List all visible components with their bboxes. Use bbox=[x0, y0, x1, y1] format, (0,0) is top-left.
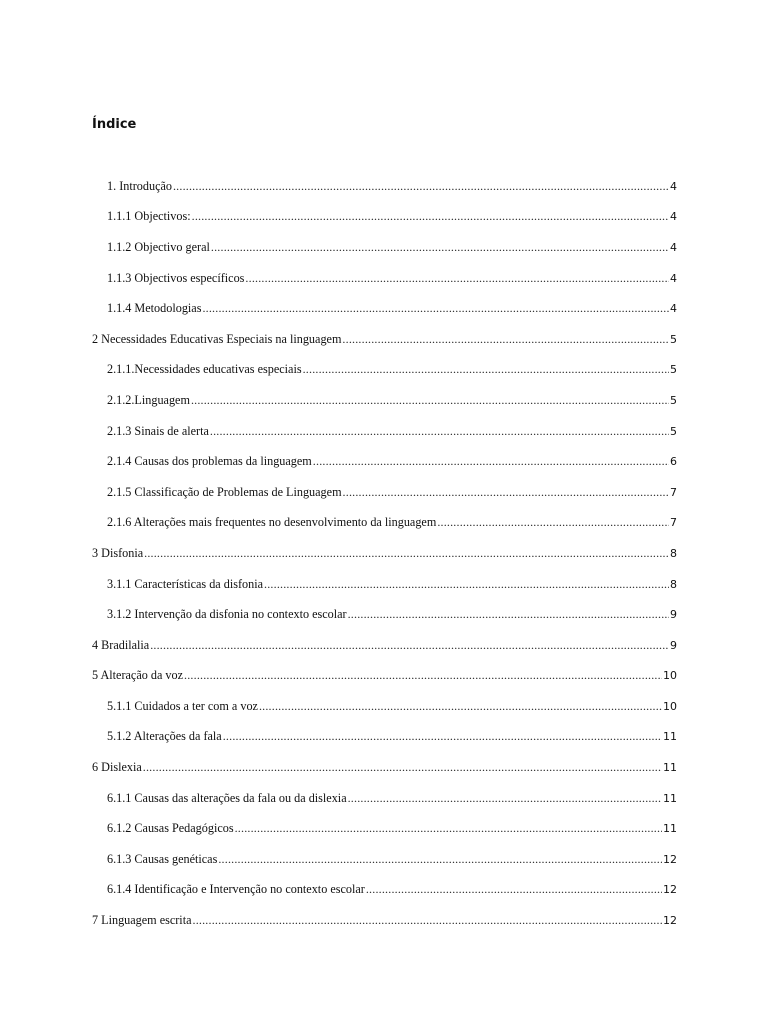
toc-page-number: 12 bbox=[663, 883, 677, 897]
toc-entry-title: 6.1.1 Causas das alterações da fala ou da dislexia bbox=[107, 790, 347, 805]
toc-entry-title: 1.1.2 Objectivo geral bbox=[107, 239, 210, 254]
toc-page-number: 11 bbox=[663, 761, 677, 775]
toc-dot-leader bbox=[366, 882, 662, 897]
toc-dot-leader bbox=[191, 393, 669, 408]
toc-entry[interactable] bbox=[0, 599, 677, 630]
toc-entry[interactable] bbox=[0, 232, 677, 263]
toc-page-number: 4 bbox=[670, 240, 677, 254]
toc-page-number: 4 bbox=[670, 210, 677, 224]
toc-page-number: 8 bbox=[670, 546, 677, 560]
toc-entry[interactable] bbox=[0, 538, 677, 569]
toc-entry[interactable] bbox=[0, 661, 677, 692]
toc-page-number: 7 bbox=[670, 485, 677, 499]
toc-dot-leader bbox=[235, 821, 662, 836]
toc-entry-title: 2.1.6 Alterações mais frequentes no desenvolvimento da linguagem bbox=[107, 515, 437, 530]
toc-dot-leader bbox=[144, 546, 669, 561]
toc-entry-title: 2.1.1.Necessidades educativas especiais bbox=[107, 362, 302, 377]
toc-dot-leader bbox=[184, 668, 662, 683]
toc-entry[interactable] bbox=[0, 324, 677, 355]
toc-entry[interactable] bbox=[0, 813, 677, 844]
toc-entry-title: 1.1.4 Metodologias bbox=[107, 301, 202, 316]
toc-entry-title: 2.1.4 Causas dos problemas da linguagem bbox=[107, 454, 312, 469]
toc-dot-leader bbox=[192, 209, 669, 224]
toc-page-number: 5 bbox=[670, 363, 677, 377]
toc-entry-title: 3.1.2 Intervenção da disfonia no contexto escolar bbox=[107, 607, 347, 622]
toc-entry-title: 2.1.3 Sinais de alerta bbox=[107, 423, 209, 438]
toc-entry[interactable] bbox=[0, 783, 677, 814]
toc-entry-title: 6 Dislexia bbox=[92, 760, 142, 775]
toc-dot-leader bbox=[342, 332, 669, 347]
toc-entry-title: 2 Necessidades Educativas Especiais na linguagem bbox=[92, 331, 342, 346]
toc-dot-leader bbox=[437, 515, 669, 530]
toc-entry[interactable] bbox=[0, 691, 677, 722]
toc-entry[interactable] bbox=[0, 508, 677, 539]
toc-page-number: 12 bbox=[663, 914, 677, 928]
toc-page-number: 11 bbox=[663, 791, 677, 805]
toc-page-number: 9 bbox=[670, 638, 677, 652]
toc-entry[interactable] bbox=[0, 355, 677, 386]
toc-entry-title: 3 Disfonia bbox=[92, 545, 144, 560]
toc-entry[interactable] bbox=[0, 844, 677, 875]
toc-entry-title: 1.1.1 Objectivos: bbox=[107, 209, 191, 224]
toc-dot-leader bbox=[348, 607, 669, 622]
toc-dot-leader bbox=[202, 301, 669, 316]
toc-entry[interactable] bbox=[0, 569, 677, 600]
toc-dot-leader bbox=[343, 485, 669, 500]
toc-entry-title: 4 Bradilalia bbox=[92, 637, 150, 652]
toc-entry[interactable] bbox=[0, 446, 677, 477]
toc-entry-title: 1.1.3 Objectivos específicos bbox=[107, 270, 245, 285]
toc-dot-leader bbox=[313, 454, 669, 469]
toc-entry[interactable] bbox=[0, 293, 677, 324]
toc-dot-leader bbox=[245, 271, 669, 286]
toc-page-number: 4 bbox=[670, 302, 677, 316]
toc-entry[interactable] bbox=[0, 171, 677, 202]
toc-page-number: 7 bbox=[670, 516, 677, 530]
toc-entry[interactable] bbox=[0, 752, 677, 783]
toc-title: Índice bbox=[92, 117, 137, 132]
toc-entry[interactable] bbox=[0, 385, 677, 416]
toc-dot-leader bbox=[211, 240, 669, 255]
toc-page-number: 10 bbox=[663, 699, 677, 713]
toc-dot-leader bbox=[259, 699, 662, 714]
toc-entry-title: 3.1.1 Características da disfonia bbox=[107, 576, 264, 591]
toc-page-number: 11 bbox=[663, 730, 677, 744]
toc-entry-title: 2.1.5 Classificação de Problemas de Linguagem bbox=[107, 484, 342, 499]
toc-entry-title: 6.1.4 Identificação e Intervenção no contexto escolar bbox=[107, 882, 365, 897]
toc-dot-leader bbox=[303, 362, 669, 377]
toc-dot-leader bbox=[218, 852, 662, 867]
toc-entry-title: 1. Introdução bbox=[107, 178, 172, 193]
toc-dot-leader bbox=[348, 791, 662, 806]
table-of-contents bbox=[0, 171, 768, 936]
toc-dot-leader bbox=[210, 424, 669, 439]
toc-entry[interactable] bbox=[0, 263, 677, 294]
toc-entry-title: 6.1.3 Causas genéticas bbox=[107, 851, 218, 866]
toc-entry-title: 5.1.1 Cuidados a ter com a voz bbox=[107, 698, 258, 713]
toc-dot-leader bbox=[264, 577, 669, 592]
toc-entry[interactable] bbox=[0, 416, 677, 447]
toc-entry[interactable] bbox=[0, 905, 677, 936]
toc-page-number: 6 bbox=[670, 455, 677, 469]
toc-page-number: 5 bbox=[670, 393, 677, 407]
toc-page-number: 10 bbox=[663, 669, 677, 683]
toc-entry-title: 7 Linguagem escrita bbox=[92, 913, 192, 928]
toc-dot-leader bbox=[223, 729, 662, 744]
toc-entry[interactable] bbox=[0, 202, 677, 233]
toc-entry[interactable] bbox=[0, 722, 677, 753]
toc-entry[interactable] bbox=[0, 875, 677, 906]
toc-entry[interactable] bbox=[0, 477, 677, 508]
toc-page-number: 5 bbox=[670, 424, 677, 438]
toc-entry-title: 6.1.2 Causas Pedagógicos bbox=[107, 821, 234, 836]
toc-dot-leader bbox=[143, 760, 662, 775]
toc-dot-leader bbox=[173, 179, 669, 194]
toc-page-number: 4 bbox=[670, 271, 677, 285]
toc-page-number: 12 bbox=[663, 852, 677, 866]
toc-page-number: 8 bbox=[670, 577, 677, 591]
toc-entry-title: 2.1.2.Linguagem bbox=[107, 392, 190, 407]
toc-dot-leader bbox=[193, 913, 663, 928]
toc-page-number: 9 bbox=[670, 608, 677, 622]
toc-page-number: 5 bbox=[670, 332, 677, 346]
toc-page-number: 11 bbox=[663, 822, 677, 836]
toc-dot-leader bbox=[150, 638, 669, 653]
toc-entry-title: 5 Alteração da voz bbox=[92, 668, 184, 683]
toc-entry-title: 5.1.2 Alterações da fala bbox=[107, 729, 222, 744]
toc-entry[interactable] bbox=[0, 630, 677, 661]
toc-page-number: 4 bbox=[670, 179, 677, 193]
